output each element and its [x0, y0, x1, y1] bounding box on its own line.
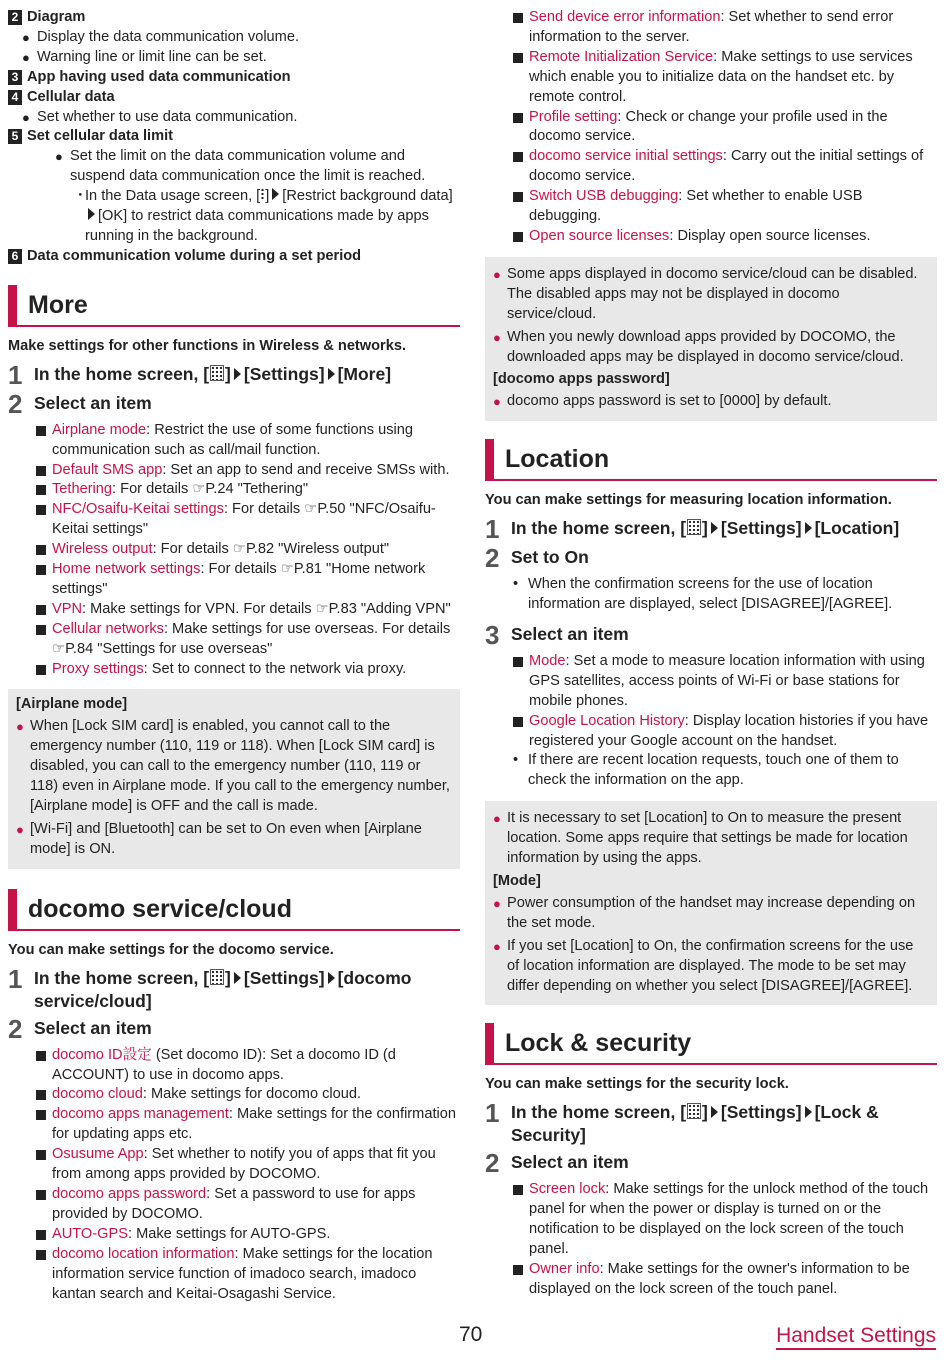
menu-item-name[interactable]: docomo apps management: [52, 1106, 229, 1123]
menu-item: [485, 187, 937, 227]
step-2: 2 Select an item: [8, 388, 152, 419]
arrow-icon: [711, 522, 718, 534]
menu-item-desc: : Make settings for VPN. For details ☞P.83 "Adding VPN": [82, 600, 451, 617]
dot-item: • If there are recent location requests, touch one of them to check the information on the app.: [513, 752, 899, 789]
apps-grid-icon: [210, 365, 224, 381]
menu-item: [8, 1225, 460, 1245]
menu-item: [8, 620, 460, 660]
menu-item: [8, 560, 460, 600]
section-heading-location: Location: [485, 439, 937, 481]
menu-item-desc: : For details ☞P.82 "Wireless output": [152, 541, 390, 558]
square-bullet-icon: [513, 232, 523, 242]
menu-item-desc: : Display open source licenses.: [669, 227, 871, 244]
step-2: 2 Select an item: [8, 1013, 152, 1044]
menu-item-desc: : Display location histories if you have registered your Google account on the handset.: [529, 712, 929, 749]
docomo-items-list: [8, 1046, 460, 1305]
number-badge: 2: [8, 10, 22, 25]
square-bullet-icon: [36, 1190, 46, 1200]
arrow-icon: [88, 208, 95, 220]
item-title: App having used data communication: [27, 68, 291, 85]
menu-item-desc: : Check or change your profile used in the docomo service.: [529, 108, 888, 145]
menu-item: [485, 8, 937, 48]
note-location: [485, 801, 937, 1005]
menu-item: [485, 227, 937, 247]
lock-items-list: [485, 1180, 937, 1299]
arrow-icon: [328, 368, 335, 380]
square-bullet-icon: [513, 113, 523, 123]
item-title: Diagram: [27, 9, 86, 25]
menu-item-desc: : Set to connect to the network via proxy.: [143, 660, 407, 677]
note-airplane: [8, 689, 460, 868]
apps-grid-icon: [210, 969, 224, 985]
bullet-item: ● Warning line or limit line can be set.: [8, 48, 460, 68]
menu-item-name[interactable]: Osusume App: [52, 1146, 144, 1163]
item-title: Cellular data: [27, 88, 115, 105]
menu-item: [8, 660, 460, 680]
menu-item-name[interactable]: Default SMS app: [52, 461, 163, 478]
arrow-icon: [234, 972, 241, 984]
section-heading-more: More: [8, 285, 460, 327]
square-bullet-icon: [513, 152, 523, 162]
item-cellular-heading: [8, 88, 460, 108]
note-item: ● It is necessary to set [Location] to On to measure the present location. Some apps require that settings be made for location information by using the apps.: [493, 810, 908, 867]
menu-item-name[interactable]: Wireless output: [52, 541, 153, 558]
menu-item-name[interactable]: docomo cloud: [52, 1086, 143, 1103]
square-bullet-icon: [513, 192, 523, 202]
menu-item-name[interactable]: AUTO-GPS: [52, 1225, 128, 1242]
square-bullet-icon: [36, 505, 46, 515]
square-bullet-icon: [36, 1110, 46, 1120]
note-item: ● If you set [Location] to On, the confirmation screens for the use of location information are displayed. The mode to be set may differ depending on whether you select [DISAGREE]/[AGREE].: [493, 937, 914, 994]
menu-item-desc: : Restrict the use of some functions using communication such as call/mail function.: [52, 421, 413, 458]
menu-item: [485, 48, 937, 108]
square-bullet-icon: [513, 13, 523, 23]
note-docomo: [485, 257, 937, 421]
bullet-text: Warning line or limit line can be set.: [37, 48, 267, 65]
square-bullet-icon: [513, 717, 523, 727]
menu-item-desc: : Set a password to use for apps provided by DOCOMO.: [52, 1185, 416, 1222]
square-bullet-icon: [36, 485, 46, 495]
square-bullet-icon: [36, 605, 46, 615]
step-1: 1 In the home screen, [ ] [Settings] [More]: [8, 359, 392, 390]
menu-item-name[interactable]: docomo service initial settings: [529, 148, 723, 165]
square-bullet-icon: [36, 565, 46, 575]
step-3: 3 Select an item: [485, 619, 629, 650]
menu-item: [8, 461, 460, 481]
menu-item-desc: : Set whether to enable USB debugging.: [529, 188, 863, 225]
menu-item: [485, 712, 937, 752]
menu-item: [8, 421, 460, 461]
menu-item-name[interactable]: Remote Initialization Service: [529, 48, 714, 65]
arrow-icon: [234, 368, 241, 380]
menu-item-name[interactable]: NFC/Osaifu-Keitai settings: [52, 501, 224, 518]
step-2: 2 Select an item: [485, 1148, 629, 1179]
bullet-item: ● Set the limit on the data communication volume and suspend data communication once the limit is reached.: [8, 147, 460, 187]
menu-item-name[interactable]: Airplane mode: [52, 421, 147, 438]
menu-item: [8, 500, 460, 540]
note-item: ● When you newly download apps provided by DOCOMO, the downloaded apps may be displayed in docomo service/cloud.: [493, 328, 904, 365]
menu-item-name[interactable]: Profile setting: [529, 108, 618, 125]
arrow-icon: [805, 522, 812, 534]
menu-item: [8, 540, 460, 560]
square-bullet-icon: [513, 53, 523, 63]
arrow-icon: [272, 188, 279, 200]
item-limit-heading: [8, 127, 460, 147]
menu-item-desc: : For details ☞P.81 "Home network settings": [52, 561, 426, 597]
square-bullet-icon: [36, 545, 46, 555]
menu-item: [8, 1046, 460, 1086]
menu-item: [485, 108, 937, 148]
menu-item-desc: : Make settings for the owner's information to be displayed on the lock screen of the touch panel.: [529, 1260, 910, 1297]
menu-item-desc: : Make settings for the unlock method of the touch panel for when the power or display is turned on or the notification to be displayed on the lock screen of the touch panel.: [529, 1181, 929, 1258]
square-bullet-icon: [513, 1185, 523, 1195]
square-bullet-icon: [36, 426, 46, 436]
item-diagram-heading: [8, 8, 460, 28]
arrow-icon: [711, 1106, 718, 1118]
square-bullet-icon: [513, 1265, 523, 1275]
section-intro: You can make settings for measuring location information.: [485, 492, 892, 509]
menu-item-name[interactable]: Proxy settings: [52, 660, 144, 677]
item-app-used-heading: [8, 68, 460, 88]
bullet-text: Set whether to use data communication.: [37, 108, 298, 125]
section-intro: You can make settings for the docomo service.: [8, 941, 334, 958]
step-2: 2 Set to On: [485, 543, 589, 574]
menu-item-name[interactable]: docomo ID設定: [52, 1046, 152, 1063]
page-number: 70: [459, 1323, 483, 1346]
section-intro: Make settings for other functions in Wireless & networks.: [8, 337, 407, 354]
note-item: ● Power consumption of the handset may increase depending on the set mode.: [493, 894, 916, 931]
section-intro: You can make settings for the security lock.: [485, 1076, 789, 1093]
menu-item-desc: : Make settings for docomo cloud.: [142, 1086, 362, 1103]
menu-item-name[interactable]: Home network settings: [52, 561, 201, 578]
right-column: [485, 8, 937, 1300]
step-1: 1 In the home screen, [ ] [Settings] [Lock & Security]: [485, 1098, 879, 1146]
menu-item-desc: : Set whether to notify you of apps that fit you from among apps provided by DOCOMO.: [52, 1146, 436, 1183]
menu-item-name[interactable]: Mode: [529, 652, 566, 669]
note-item: ● docomo apps password is set to [0000] by default.: [493, 393, 832, 410]
bullet-text: Display the data communication volume.: [37, 28, 300, 45]
arrow-icon: [328, 972, 335, 984]
square-bullet-icon: [36, 665, 46, 675]
apps-grid-icon: [687, 1103, 701, 1119]
menu-item-name[interactable]: Switch USB debugging: [529, 188, 679, 205]
square-bullet-icon: [36, 1230, 46, 1240]
menu-item-desc: : Set a mode to measure location information with using GPS satellites, access points of Wi-Fi or base stations for mobile phones.: [529, 652, 925, 709]
menu-item-desc: : Carry out the initial settings of docomo service.: [529, 148, 924, 185]
note-item: ● Some apps displayed in docomo service/cloud can be disabled. The disabled apps may not be displayed in docomo service/cloud.: [493, 265, 918, 322]
left-column: [8, 8, 460, 1304]
location-items-list: [485, 652, 937, 752]
arrow-icon: [805, 1106, 812, 1118]
menu-item: [485, 1180, 937, 1260]
menu-item-name[interactable]: docomo apps password: [52, 1185, 207, 1202]
number-badge: 5: [8, 129, 22, 144]
note-title: [docomo apps password]: [493, 371, 670, 388]
bullet-item: ● Set whether to use data communication.: [8, 108, 460, 128]
more-items-list: [8, 421, 460, 680]
bullet-text: Set the limit on the data communication volume and suspend data communication once the limit is reached.: [70, 148, 426, 185]
menu-item-desc: (Set docomo ID): Set a docomo ID (d ACCOUNT) to use in docomo apps.: [52, 1046, 396, 1083]
square-bullet-icon: [36, 1250, 46, 1260]
menu-item-desc: : Make settings for use overseas. For details ☞P.84 "Settings for use overseas": [52, 620, 451, 657]
menu-item: [485, 147, 937, 187]
number-badge: 4: [8, 90, 22, 105]
section-heading-lock: Lock & security: [485, 1023, 937, 1065]
note-item: ● When [Lock SIM card] is enabled, you cannot call to the emergency number (110, 119 or 118). When [Lock SIM card] is disabled, you can call to the emergency number (110, 119 or 118) even in Airplane mode. If you call to the emergency number, [Airplane mode] is OFF and the call is made.: [16, 718, 450, 814]
section-link[interactable]: Handset Settings: [776, 1324, 936, 1350]
menu-item-name[interactable]: Screen lock: [529, 1181, 606, 1198]
apps-grid-icon: [687, 519, 701, 535]
menu-item-desc: : Set whether to send error information to the server.: [529, 9, 894, 45]
square-bullet-icon: [36, 1051, 46, 1061]
step-1: 1 In the home screen, [ ] [Settings] [Location]: [485, 514, 900, 545]
menu-item-name[interactable]: Owner info: [529, 1260, 600, 1277]
menu-item: [8, 1245, 460, 1305]
number-badge: 6: [8, 249, 22, 264]
menu-item-name[interactable]: VPN: [52, 600, 83, 617]
square-bullet-icon: [36, 1150, 46, 1160]
menu-item-name[interactable]: docomo location information: [52, 1245, 235, 1262]
item-title: Set cellular data limit: [27, 128, 173, 145]
note-title: [Airplane mode]: [16, 696, 128, 713]
menu-item-desc: : Set an app to send and receive SMSs with.: [162, 461, 450, 478]
menu-item-desc: : Make settings to use services which enable you to initialize data on the handset etc. by remote control.: [529, 48, 913, 105]
menu-item: [8, 1145, 460, 1185]
dot-item: • When the confirmation screens for the use of location information are displayed, select [DISAGREE]/[AGREE].: [513, 576, 893, 613]
menu-item: [8, 480, 460, 500]
menu-item-name[interactable]: Open source licenses: [529, 227, 670, 244]
menu-item: [485, 1260, 937, 1300]
menu-item: [8, 1105, 460, 1145]
section-heading-docomo: docomo service/cloud: [8, 889, 460, 931]
menu-item-name[interactable]: Tethering: [52, 481, 113, 498]
menu-item: [8, 600, 460, 620]
bullet-item: ● Display the data communication volume.: [8, 28, 460, 48]
item-title: Data communication volume during a set period: [27, 247, 362, 264]
item-period-heading: [8, 247, 460, 267]
menu-item-name[interactable]: Send device error information: [529, 9, 721, 25]
square-bullet-icon: [36, 625, 46, 635]
docomo-items-list-continued: [485, 8, 937, 247]
menu-item-name[interactable]: Google Location History: [529, 712, 685, 729]
menu-item-desc: : For details ☞P.50 "NFC/Osaifu-Keitai settings": [52, 501, 436, 538]
square-bullet-icon: [36, 466, 46, 476]
menu-item-desc: : Make settings for the confirmation for updating apps etc.: [52, 1106, 456, 1143]
menu-item-desc: : Make settings for AUTO-GPS.: [127, 1225, 331, 1242]
note-item: ● [Wi-Fi] and [Bluetooth] can be set to On even when [Airplane mode] is ON.: [16, 820, 422, 857]
menu-item-desc: : Make settings for the location information service function of imadoco search, imadoco kantan search and Keitai-Osagashi Service.: [52, 1245, 433, 1302]
number-badge: 3: [8, 70, 22, 85]
menu-item: [8, 1085, 460, 1105]
step-1: 1 In the home screen, [ ] [Settings] [docomo service/cloud]: [8, 963, 412, 1011]
menu-item: [8, 1185, 460, 1225]
square-bullet-icon: [36, 1090, 46, 1100]
menu-item-name[interactable]: Cellular networks: [52, 620, 164, 637]
menu-item-desc: : For details ☞P.24 "Tethering": [112, 481, 309, 498]
square-bullet-icon: [513, 657, 523, 667]
sub-item: ・ In the Data usage screen, [ ] [Restrict background data][OK] to restrict data communications made by apps running in the background.: [73, 188, 453, 244]
menu-item: [485, 652, 937, 712]
note-title: [Mode]: [493, 873, 541, 889]
